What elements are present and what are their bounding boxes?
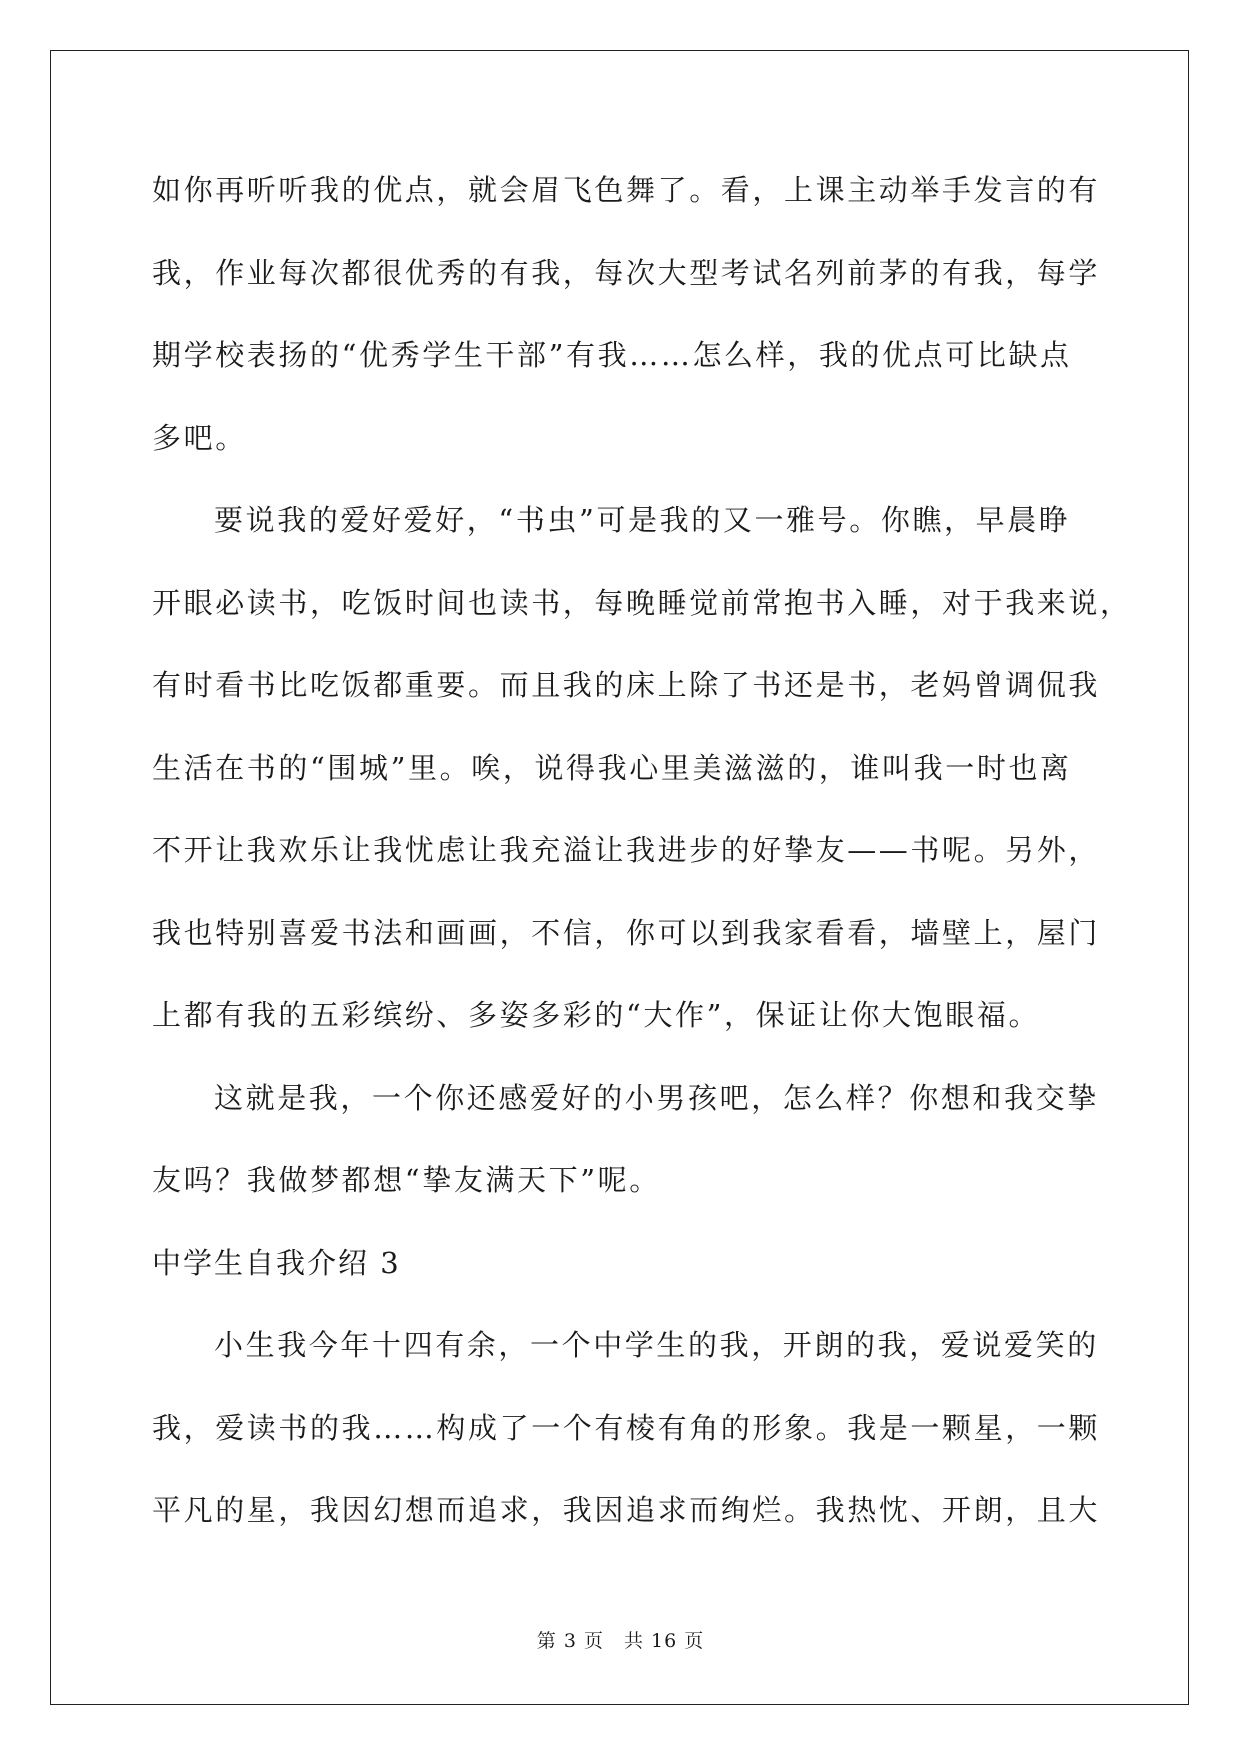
page-total: 共 16 页 <box>623 1630 705 1652</box>
page-footer <box>0 1626 1241 1653</box>
text-line: 开眼必读书，吃饭时间也读书，每晚睡觉前常抱书入睡，对于我来说， <box>152 585 1132 620</box>
document-body <box>152 164 1132 1567</box>
page-number: 第 3 页 <box>536 1630 604 1652</box>
text-line: 有时看书比吃饭都重要。而且我的床上除了书还是书，老妈曾调侃我 <box>152 668 1101 702</box>
text-line: 上都有我的五彩缤纷、多姿多彩的“大作”，保证让你大饱眼福。 <box>152 998 1041 1032</box>
text-line: 不开让我欢乐让我忧虑让我充溢让我进步的好挚友——书呢。另外， <box>152 833 1101 867</box>
text-line: 我，作业每次都很优秀的有我，每次大型考试名列前茅的有我，每学 <box>152 255 1101 290</box>
text-line: 期学校表扬的“优秀学生干部”有我……怎么样，我的优点可比缺点 <box>152 338 1072 372</box>
section-heading: 中学生自我介绍 3 <box>152 1245 401 1280</box>
paragraph-start-line: 这就是我，一个你还感爱好的小男孩吧，怎么样？你想和我交挚 <box>214 1080 1099 1115</box>
text-line: 友吗？我做梦都想“挚友满天下”呢。 <box>152 1163 661 1197</box>
text-line: 如你再听听我的优点，就会眉飞色舞了。看，上课主动举手发言的有 <box>152 173 1101 207</box>
text-line: 我也特别喜爱书法和画画，不信，你可以到我家看看，墙壁上，屋门 <box>152 915 1101 950</box>
text-line: 平凡的星，我因幻想而追求，我因追求而绚烂。我热忱、开朗，且大 <box>152 1493 1101 1527</box>
paragraph-start-line: 小生我今年十四有余，一个中学生的我，开朗的我，爱说爱笑的 <box>214 1328 1099 1362</box>
text-line: 我，爱读书的我……构成了一个有棱有角的形象。我是一颗星，一颗 <box>152 1410 1101 1445</box>
text-line: 生活在书的“围城”里。唉，说得我心里美滋滋的，谁叫我一时也离 <box>152 750 1072 785</box>
text-line: 多吧。 <box>152 420 247 455</box>
paragraph-start-line: 要说我的爱好爱好，“书虫”可是我的又一雅号。你瞧，早晨睁 <box>214 503 1071 537</box>
